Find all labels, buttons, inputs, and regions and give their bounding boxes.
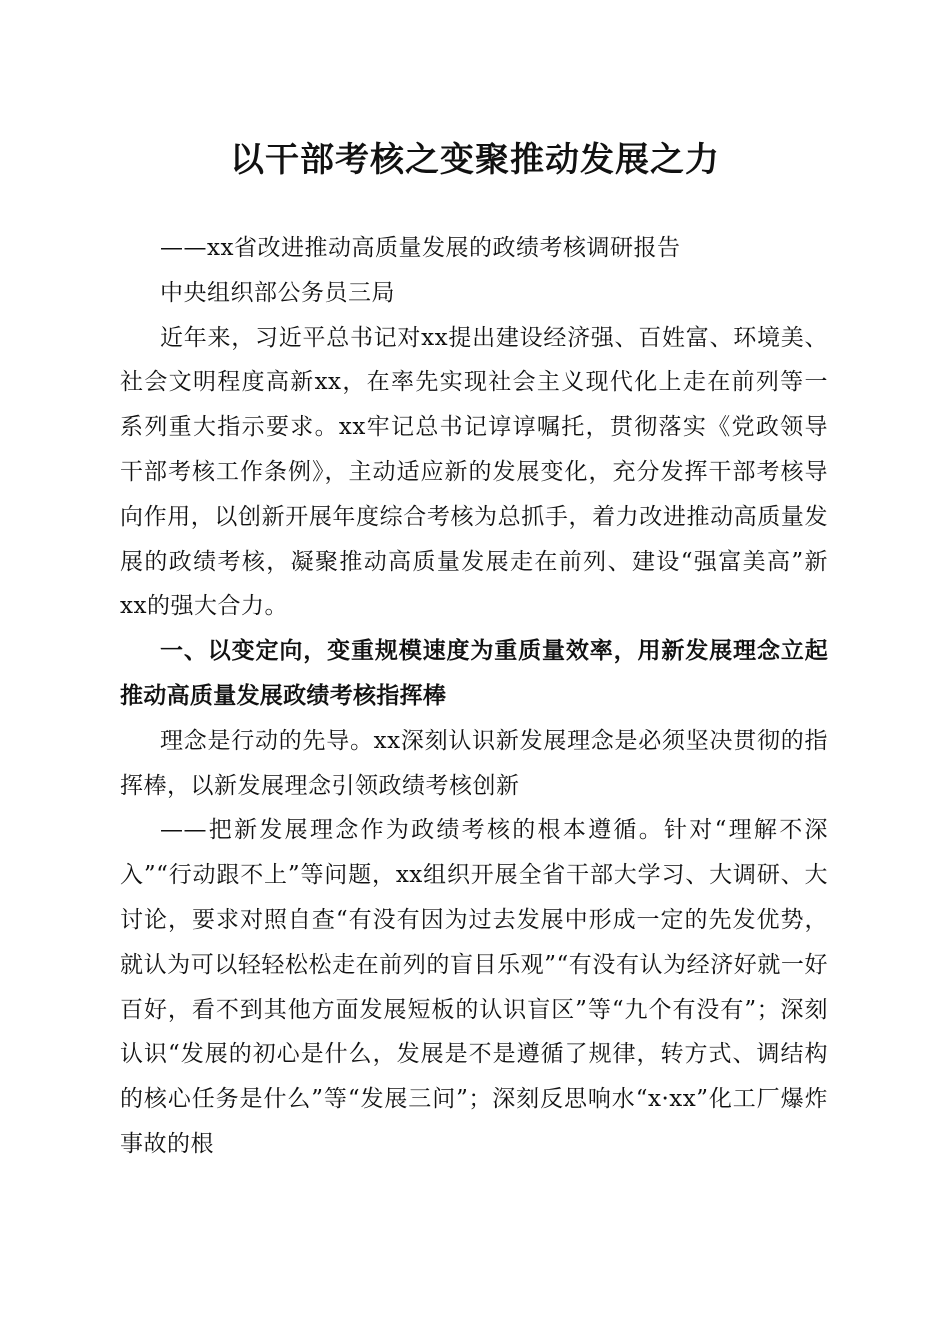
intro-paragraph: 近年来，习近平总书记对xx提出建设经济强、百姓富、环境美、社会文明程度高新xx，在率先实现社会主义现代化上走在前列等一系列重大指示要求。xx牢记总书记谆谆嘱托，贯彻落实《党政领导干部考核工作条例》，主动适应新的发展变化，充分发挥干部考核导向作用，以创新开展年度综合考核为总抓手，着力改进推动高质量发展的政绩考核，凝聚推动高质量发展走在前列、建设“强富美高”新xx的强大合力。 (120, 324, 828, 620)
section-heading-1: 一、以变定向，变重规模速度为重质量效率，用新发展理念立起推动高质量发展政绩考核指挥棒 (120, 638, 828, 709)
body-paragraph: 理念是行动的先导。xx深刻认识新发展理念是必须坚决贯彻的指挥棒，以新发展理念引领政绩考核创新 (120, 727, 828, 799)
subtitle: ——xx省改进推动高质量发展的政绩考核调研报告 (160, 235, 681, 261)
document-title: 以干部考核之变聚推动发展之力 (230, 140, 720, 180)
author-line: 中央组织部公务员三局 (160, 279, 395, 306)
document-body (120, 226, 828, 1167)
body-paragraph: ——把新发展理念作为政绩考核的根本遵循。针对“理解不深入”“行动跟不上”等问题，xx组织开展全省干部大学习、大调研、大讨论，要求对照自查“有没有因为过去发展中形成一定的先发优势，就认为可以轻轻松松走在前列的盲目乐观”“有没有认为经济好就一好百好，看不到其他方面发展短板的认识盲区”等“九个有没有”；深刻认识“发展的初心是什么，发展是不是遵循了规律，转方式、调结构的核心任务是什么”等“发展三问”；深刻反思响水“x·xx”化工厂爆炸事故的根 (120, 817, 828, 1157)
